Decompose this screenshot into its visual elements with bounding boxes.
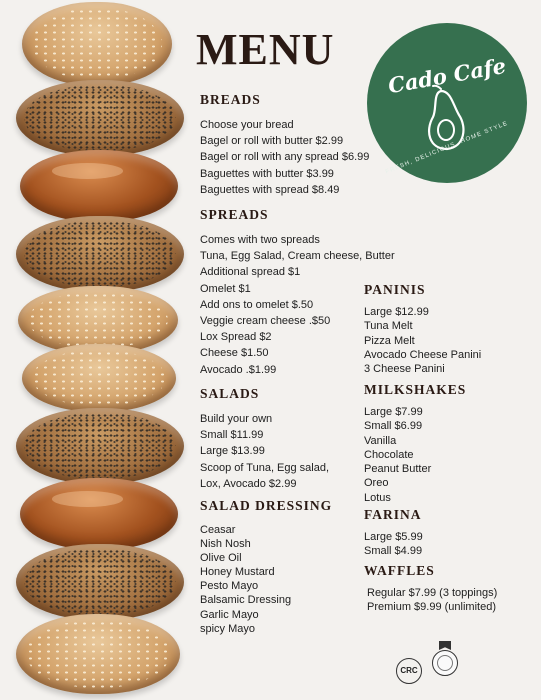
bagel-poppy xyxy=(16,544,184,620)
salads-section xyxy=(200,386,329,492)
list-item: Premium $9.99 (unlimited) xyxy=(367,601,496,614)
section-heading: SPREADS xyxy=(200,207,269,222)
list-item: Baguettes with spread $8.49 xyxy=(200,183,340,196)
list-item: Baguettes with butter $3.99 xyxy=(200,167,334,180)
waffles-list xyxy=(364,586,497,615)
list-item: Choose your bread xyxy=(200,119,294,131)
list-item: Tuna Melt xyxy=(364,320,413,333)
section-heading: SALAD DRESSING xyxy=(200,498,333,513)
list-item: Ceasar xyxy=(200,524,236,536)
list-item: Lox, Avocado $2.99 xyxy=(200,477,297,490)
list-item: Large $13.99 xyxy=(200,445,265,458)
logo-name: Cado Cafe xyxy=(386,52,508,99)
list-item: Garlic Mayo xyxy=(200,608,259,621)
list-item: Bagel or roll with butter $2.99 xyxy=(200,135,344,148)
bagel-sesame xyxy=(22,344,176,412)
list-item: Vanilla xyxy=(364,434,397,447)
list-item: Additional spread $1 xyxy=(200,266,301,279)
list-item: Scoop of Tuna, Egg salad, xyxy=(200,461,330,474)
kosher-seal-icon xyxy=(432,650,458,676)
section-heading: WAFFLES xyxy=(364,563,435,578)
paninis-list xyxy=(364,305,481,376)
breads-list xyxy=(200,117,369,198)
list-item: Pesto Mayo xyxy=(200,580,259,593)
salad-dressing-section xyxy=(200,498,332,636)
crc-certification-badge: CRC xyxy=(396,658,422,684)
menu-title: MENU xyxy=(196,25,335,74)
bagel-poppy xyxy=(16,80,184,156)
list-item: Comes with two spreads xyxy=(200,234,320,246)
list-item: 3 Cheese Panini xyxy=(364,363,445,376)
breads-section xyxy=(200,92,369,198)
list-item: Chocolate xyxy=(364,448,414,461)
list-item: Regular $7.99 (3 toppings) xyxy=(367,587,498,599)
list-item: Honey Mustard xyxy=(200,566,275,579)
list-item: Pizza Melt xyxy=(364,334,415,347)
list-item: Small $6.99 xyxy=(364,420,423,433)
list-item: Cheese $1.50 xyxy=(200,347,269,360)
salad-dressing-list xyxy=(200,523,332,636)
list-item: Avocado Cheese Panini xyxy=(364,348,482,361)
bagel-poppy xyxy=(16,216,184,292)
section-heading: BREADS xyxy=(200,92,261,107)
list-item: Omelet $1 xyxy=(200,282,251,295)
list-item: Balsamic Dressing xyxy=(200,594,292,607)
section-heading: MILKSHAKES xyxy=(364,382,467,397)
bagel-sesame xyxy=(16,614,180,694)
list-item: Small $11.99 xyxy=(200,429,264,442)
list-item: Lox Spread $2 xyxy=(200,331,272,344)
milkshakes-list xyxy=(364,405,466,505)
section-heading: FARINA xyxy=(364,507,422,522)
waffles-section xyxy=(364,563,497,615)
list-item: Olive Oil xyxy=(200,552,242,565)
list-item: Tuna, Egg Salad, Cream cheese, Butter xyxy=(200,250,395,263)
list-item: Small $4.99 xyxy=(364,545,423,558)
section-heading: SALADS xyxy=(200,386,260,401)
milkshakes-section xyxy=(364,382,466,505)
list-item: Veggie cream cheese .$50 xyxy=(200,315,331,328)
bagel-glossy xyxy=(20,478,178,550)
salads-list xyxy=(200,411,329,492)
list-item: Bagel or roll with any spread $6.99 xyxy=(200,151,370,164)
farina-list xyxy=(364,530,423,559)
bagel-glossy xyxy=(20,150,178,222)
bagel-sesame xyxy=(22,2,172,86)
section-heading: PANINIS xyxy=(364,282,426,297)
list-item: Build your own xyxy=(200,413,273,425)
list-item: Lotus xyxy=(364,491,391,504)
bagel-poppy xyxy=(16,408,184,484)
cado-cafe-logo xyxy=(367,23,527,183)
list-item: Nish Nosh xyxy=(200,538,251,551)
bagel-stack-image xyxy=(12,0,188,700)
list-item: spicy Mayo xyxy=(200,622,256,635)
list-item: Peanut Butter xyxy=(364,463,432,476)
list-item: Add ons to omelet $.50 xyxy=(200,298,314,311)
list-item: Oreo xyxy=(364,477,389,490)
list-item: Large $12.99 xyxy=(364,306,429,318)
paninis-section xyxy=(364,282,481,376)
logo-tagline: FRESH, DELICIOUS, HOME STYLE xyxy=(384,120,510,176)
list-item: Large $7.99 xyxy=(364,406,423,418)
list-item: Large $5.99 xyxy=(364,531,423,543)
farina-section xyxy=(364,507,423,559)
list-item: Avocado .$1.99 xyxy=(200,363,277,376)
